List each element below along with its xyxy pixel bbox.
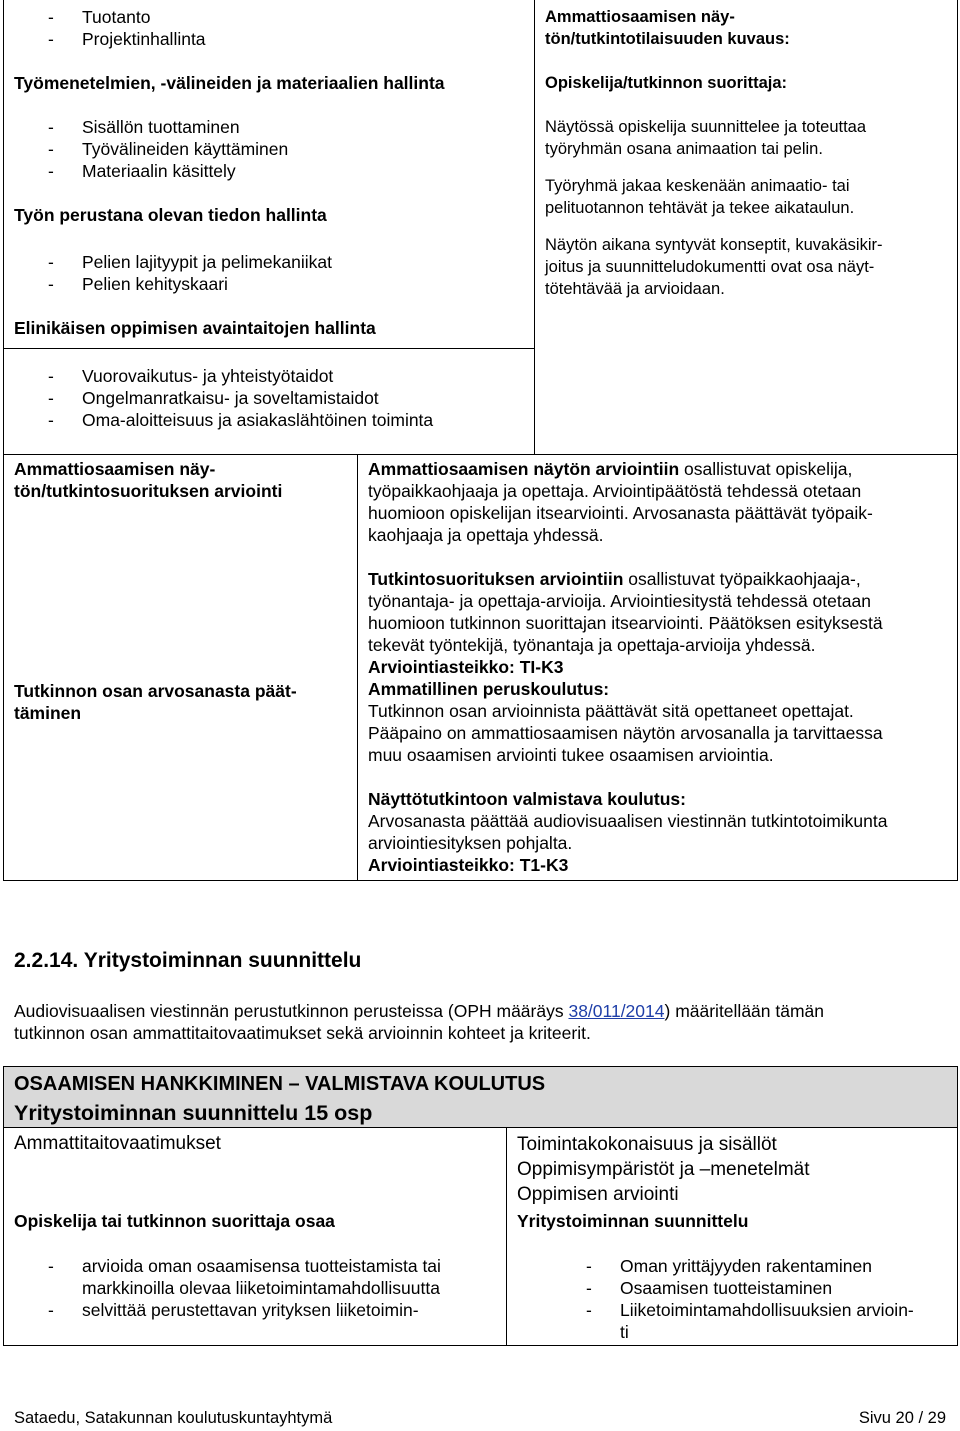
text-line: osallistuvat työpaikkaohjaaja-,	[623, 569, 861, 589]
top-left-cell	[14, 6, 524, 431]
section-number: 2.2.14.	[14, 949, 79, 972]
heading-line: tön/tutkintotilaisuuden kuvaus:	[545, 30, 790, 48]
list-item: - Materiaalin käsittely	[48, 160, 524, 182]
paragraph	[368, 568, 953, 766]
text-line: huomioon opiskelijan itsearviointi. Arvosanasta päättävät työpaik-	[368, 503, 873, 523]
list-knowledge	[14, 251, 524, 295]
heading-lifelong: Elinikäisen oppimisen avaintaitojen hallinta	[14, 318, 376, 338]
header-line: Toimintakokonaisuus ja sisällöt	[517, 1134, 777, 1155]
list-item: - Projektinhallinta	[48, 28, 524, 50]
text-line: työpaikkaohjaaja ja opettaja. Arviointipäätöstä tehdessä otetaan	[368, 481, 862, 501]
text-line: Audiovisuaalisen viestinnän perustutkinnon perusteissa (OPH määräys	[14, 1001, 569, 1021]
top-table-divider	[534, 0, 535, 455]
text-line: Näytön aikana syntyvät konseptit, kuvakäsikir-	[545, 236, 883, 254]
paragraph	[368, 788, 953, 876]
list-item	[48, 1255, 498, 1299]
text-line: tötehtävää ja arvioidaan.	[545, 280, 725, 298]
text-line: arvioida oman osaamisensa tuotteistamista tai	[82, 1256, 441, 1276]
text-line: muu osaamisen arviointi tukee osaamisen arviointia.	[368, 745, 774, 765]
header-line: Oppimisen arviointi	[517, 1184, 679, 1205]
bold-text: Ammattiosaamisen näytön arviointiin	[368, 459, 680, 479]
list-item: - Työvälineiden käyttäminen	[48, 138, 524, 160]
text-line: selvittää perustettavan yrityksen liiketoimin-	[82, 1300, 419, 1320]
list-item: - Pelien lajityypit ja pelimekaniikat	[48, 251, 524, 273]
top-right-cell	[545, 6, 950, 300]
list-item: - Tuotanto	[48, 6, 524, 28]
list-item: - Vuorovaikutus- ja yhteistyötaidot	[48, 365, 524, 387]
banner-subtitle: Yritystoiminnan suunnittelu 15 osp	[14, 1101, 373, 1125]
eval-left-heading	[14, 458, 349, 502]
text-line: ) määritellään tämän	[664, 1001, 825, 1021]
eval-right-cell	[368, 458, 953, 876]
heading-knowledge: Työn perustana olevan tiedon hallinta	[14, 205, 327, 225]
col1-header: Ammattitaitovaatimukset	[14, 1133, 221, 1154]
header-line: Oppimisympäristöt ja –menetelmät	[517, 1159, 810, 1180]
subheading: Ammatillinen peruskoulutus:	[368, 679, 610, 699]
skills-list	[48, 1255, 498, 1321]
list-item	[586, 1299, 951, 1343]
text-line: joitus ja suunnitteludokumentti ovat osa näyt-	[545, 258, 875, 276]
paragraph	[545, 116, 950, 160]
grading-scale: Arviointiasteikko: TI-K3	[368, 657, 564, 677]
text-line: Liiketoimintamahdollisuuksien arvioin-	[620, 1300, 914, 1320]
list-item: - Oman yrittäjyyden rakentaminen	[586, 1255, 951, 1277]
text-line: arviointiesityksen pohjalta.	[368, 833, 573, 853]
list-tools	[14, 116, 524, 182]
grading-scale: Arviointiasteikko: T1-K3	[368, 855, 569, 875]
list-production	[14, 6, 524, 50]
text-line: työryhmän osana animaation tai pelin.	[545, 140, 823, 158]
text-line: tutkinnon osan ammattitaitovaatimukset sekä arvioinnin kohteet ja kriteerit.	[14, 1023, 591, 1043]
col1-subheading: Opiskelija tai tutkinnon suorittaja osaa	[14, 1211, 335, 1231]
paragraph	[545, 175, 950, 219]
text-line: osallistuvat opiskelija,	[679, 459, 853, 479]
text-line: markkinoilla olevaa liiketoimintamahdollisuutta	[82, 1278, 440, 1298]
regulation-link[interactable]: 38/011/2014	[568, 1001, 665, 1021]
list-item: - Sisällön tuottaminen	[48, 116, 524, 138]
heading-tools: Työmenetelmien, -välineiden ja materiaalien hallinta	[14, 73, 445, 93]
list-item: - Osaamisen tuotteistaminen	[586, 1277, 951, 1299]
list-item	[48, 1299, 498, 1321]
section-intro	[14, 1000, 949, 1044]
list-item: - Ongelmanratkaisu- ja soveltamistaidot	[48, 387, 524, 409]
text-line: Näytössä opiskelija suunnittelee ja toteuttaa	[545, 118, 867, 136]
paragraph	[368, 458, 953, 546]
text-line: huomioon tutkinnon suorittajan itsearviointi. Päätöksen esityksestä	[368, 613, 883, 633]
banner-title: OSAAMISEN HANKKIMINEN – VALMISTAVA KOULUTUS	[14, 1073, 546, 1095]
list-lifelong	[14, 365, 524, 431]
banner-bottom-line	[3, 1127, 958, 1128]
text-line: ti	[620, 1322, 629, 1342]
grade-decision-heading	[14, 680, 349, 724]
heading-line: tön/tutkintosuorituksen arviointi	[14, 481, 283, 501]
list-item: - Pelien kehityskaari	[48, 273, 524, 295]
subheading: Opiskelija/tutkinnon suorittaja:	[545, 74, 788, 92]
list-item: - Oma-aloitteisuus ja asiakaslähtöinen toiminta	[48, 409, 524, 431]
text-line: Arvosanasta päättää audiovisuaalisen viestinnän tutkintotoimikunta	[368, 811, 888, 831]
lower-table-divider	[506, 1127, 507, 1346]
text-line: tekevät työntekijä, työnantaja ja opettaja-arvioija yhdessä.	[368, 635, 816, 655]
text-line: Pääpaino on ammattiosaamisen näytön arvosanalla ja tarvittaessa	[368, 723, 883, 743]
text-line: Työryhmä jakaa keskenään animaatio- tai	[545, 177, 850, 195]
section-heading	[14, 948, 361, 974]
text-line: työnantaja- ja opettaja-arvioija. Arviointiesitystä tehdessä otetaan	[368, 591, 871, 611]
bold-text: Tutkintosuorituksen arviointiin	[368, 569, 624, 589]
heading-line: täminen	[14, 703, 82, 723]
eval-table-divider	[357, 455, 358, 881]
col2-header	[517, 1132, 810, 1207]
demo-description-heading	[545, 6, 950, 50]
content-list	[586, 1255, 951, 1343]
heading-line: Tutkinnon osan arvosanasta päät-	[14, 681, 297, 701]
text-line: Tutkinnon osan arvioinnista päättävät sitä opettaneet opettajat.	[368, 701, 854, 721]
footer-org: Sataedu, Satakunnan koulutuskuntayhtymä	[14, 1409, 333, 1427]
col2-subheading: Yritystoiminnan suunnittelu	[517, 1211, 749, 1231]
text-line: pelituotannon tehtävät ja tekee aikataulun.	[545, 199, 855, 217]
section-title: Yritystoiminnan suunnittelu	[83, 949, 362, 972]
subheading: Näyttötutkintoon valmistava koulutus:	[368, 789, 686, 809]
text-line: kaohjaaja ja opettaja yhdessä.	[368, 525, 604, 545]
heading-line: Ammattiosaamisen näy-	[14, 459, 216, 479]
paragraph	[545, 234, 950, 300]
footer-page-number: Sivu 20 / 29	[858, 1409, 946, 1427]
heading-line: Ammattiosaamisen näy-	[545, 8, 735, 26]
